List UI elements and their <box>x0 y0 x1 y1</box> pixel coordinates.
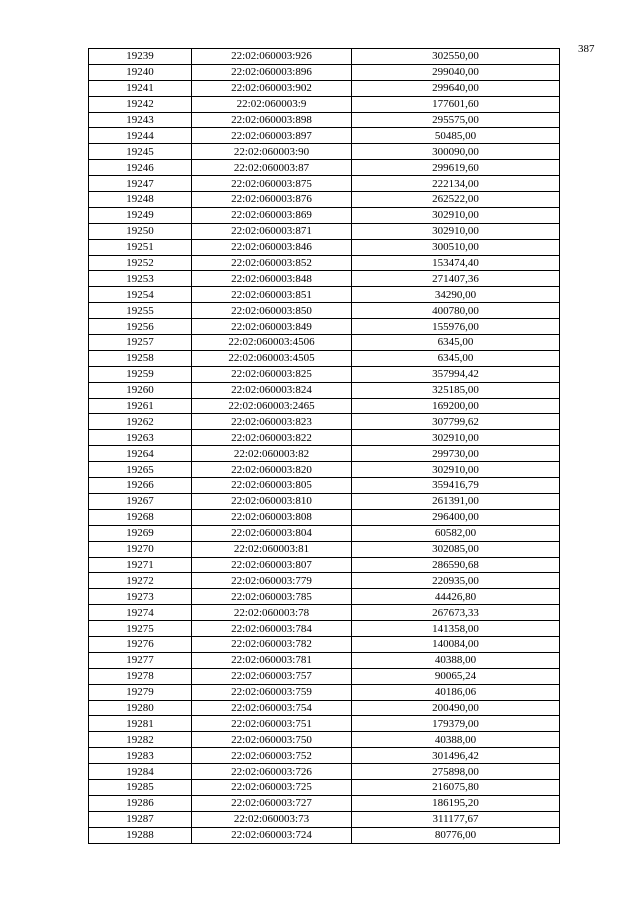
cadastral-value-cell: 300510,00 <box>352 239 560 255</box>
cadastral-number-cell: 22:02:060003:825 <box>192 366 352 382</box>
row-number-cell: 19273 <box>89 589 192 605</box>
cadastral-number-cell: 22:02:060003:759 <box>192 684 352 700</box>
row-number-cell: 19245 <box>89 144 192 160</box>
cadastral-number-cell: 22:02:060003:9 <box>192 96 352 112</box>
row-number-cell: 19277 <box>89 652 192 668</box>
cadastral-value-cell: 357994,42 <box>352 366 560 382</box>
cadastral-value-cell: 90065,24 <box>352 668 560 684</box>
cadastral-number-cell: 22:02:060003:898 <box>192 112 352 128</box>
cadastral-value-cell: 169200,00 <box>352 398 560 414</box>
table-row <box>89 176 560 192</box>
cadastral-number-cell: 22:02:060003:73 <box>192 811 352 827</box>
cadastral-number-cell: 22:02:060003:902 <box>192 80 352 96</box>
cadastral-number-cell: 22:02:060003:782 <box>192 636 352 652</box>
cadastral-value-cell: 261391,00 <box>352 493 560 509</box>
table-row <box>89 462 560 478</box>
row-number-cell: 19268 <box>89 509 192 525</box>
row-number-cell: 19266 <box>89 478 192 494</box>
table-row <box>89 716 560 732</box>
cadastral-number-cell: 22:02:060003:4506 <box>192 335 352 351</box>
cadastral-value-cell: 40388,00 <box>352 732 560 748</box>
cadastral-value-cell: 295575,00 <box>352 112 560 128</box>
table-row <box>89 192 560 208</box>
table-row <box>89 748 560 764</box>
cadastral-value-cell: 299040,00 <box>352 64 560 80</box>
table-row <box>89 160 560 176</box>
cadastral-value-cell: 140084,00 <box>352 636 560 652</box>
cadastral-value-cell: 301496,42 <box>352 748 560 764</box>
cadastral-number-cell: 22:02:060003:876 <box>192 192 352 208</box>
cadastral-value-cell: 302910,00 <box>352 462 560 478</box>
row-number-cell: 19261 <box>89 398 192 414</box>
table-row <box>89 589 560 605</box>
table-row <box>89 811 560 827</box>
row-number-cell: 19272 <box>89 573 192 589</box>
cadastral-number-cell: 22:02:060003:852 <box>192 255 352 271</box>
cadastral-value-cell: 40388,00 <box>352 652 560 668</box>
cadastral-value-cell: 186195,20 <box>352 795 560 811</box>
table-row <box>89 398 560 414</box>
table-row <box>89 414 560 430</box>
table-row <box>89 49 560 65</box>
table-row <box>89 303 560 319</box>
row-number-cell: 19283 <box>89 748 192 764</box>
cadastral-number-cell: 22:02:060003:805 <box>192 478 352 494</box>
cadastral-number-cell: 22:02:060003:822 <box>192 430 352 446</box>
page-number: 387 <box>578 43 595 55</box>
cadastral-number-cell: 22:02:060003:750 <box>192 732 352 748</box>
cadastral-number-cell: 22:02:060003:849 <box>192 319 352 335</box>
cadastral-number-cell: 22:02:060003:823 <box>192 414 352 430</box>
row-number-cell: 19256 <box>89 319 192 335</box>
table-row <box>89 207 560 223</box>
cadastral-number-cell: 22:02:060003:850 <box>192 303 352 319</box>
cadastral-number-cell: 22:02:060003:875 <box>192 176 352 192</box>
table-row <box>89 652 560 668</box>
cadastral-number-cell: 22:02:060003:726 <box>192 764 352 780</box>
table-row <box>89 764 560 780</box>
table-row <box>89 509 560 525</box>
table-row <box>89 478 560 494</box>
table-row <box>89 621 560 637</box>
row-number-cell: 19288 <box>89 827 192 843</box>
cadastral-value-cell: 262522,00 <box>352 192 560 208</box>
table-row <box>89 525 560 541</box>
cadastral-value-cell: 155976,00 <box>352 319 560 335</box>
cadastral-value-cell: 6345,00 <box>352 350 560 366</box>
table-row <box>89 271 560 287</box>
row-number-cell: 19258 <box>89 350 192 366</box>
row-number-cell: 19252 <box>89 255 192 271</box>
cadastral-number-cell: 22:02:060003:871 <box>192 223 352 239</box>
row-number-cell: 19287 <box>89 811 192 827</box>
cadastral-value-cell: 302910,00 <box>352 223 560 239</box>
cadastral-number-cell: 22:02:060003:897 <box>192 128 352 144</box>
cadastral-number-cell: 22:02:060003:90 <box>192 144 352 160</box>
cadastral-value-cell: 216075,80 <box>352 779 560 795</box>
cadastral-value-cell: 60582,00 <box>352 525 560 541</box>
cadastral-value-cell: 141358,00 <box>352 621 560 637</box>
row-number-cell: 19253 <box>89 271 192 287</box>
row-number-cell: 19267 <box>89 493 192 509</box>
cadastral-number-cell: 22:02:060003:824 <box>192 382 352 398</box>
row-number-cell: 19251 <box>89 239 192 255</box>
row-number-cell: 19275 <box>89 621 192 637</box>
cadastral-number-cell: 22:02:060003:804 <box>192 525 352 541</box>
row-number-cell: 19240 <box>89 64 192 80</box>
table-row <box>89 366 560 382</box>
cadastral-value-cell: 6345,00 <box>352 335 560 351</box>
cadastral-value-cell: 311177,67 <box>352 811 560 827</box>
row-number-cell: 19265 <box>89 462 192 478</box>
table-row <box>89 493 560 509</box>
cadastral-value-cell: 34290,00 <box>352 287 560 303</box>
cadastral-number-cell: 22:02:060003:846 <box>192 239 352 255</box>
table-row <box>89 732 560 748</box>
cadastral-number-cell: 22:02:060003:848 <box>192 271 352 287</box>
cadastral-value-cell: 400780,00 <box>352 303 560 319</box>
row-number-cell: 19276 <box>89 636 192 652</box>
table-row <box>89 541 560 557</box>
row-number-cell: 19241 <box>89 80 192 96</box>
table-row <box>89 239 560 255</box>
row-number-cell: 19248 <box>89 192 192 208</box>
row-number-cell: 19262 <box>89 414 192 430</box>
cadastral-value-cell: 267673,33 <box>352 605 560 621</box>
table-row <box>89 64 560 80</box>
row-number-cell: 19284 <box>89 764 192 780</box>
row-number-cell: 19247 <box>89 176 192 192</box>
cadastral-number-cell: 22:02:060003:752 <box>192 748 352 764</box>
cadastral-number-cell: 22:02:060003:807 <box>192 557 352 573</box>
row-number-cell: 19282 <box>89 732 192 748</box>
cadastral-number-cell: 22:02:060003:820 <box>192 462 352 478</box>
row-number-cell: 19285 <box>89 779 192 795</box>
cadastral-number-cell: 22:02:060003:727 <box>192 795 352 811</box>
cadastral-number-cell: 22:02:060003:810 <box>192 493 352 509</box>
row-number-cell: 19242 <box>89 96 192 112</box>
cadastral-value-cell: 80776,00 <box>352 827 560 843</box>
cadastral-value-cell: 177601,60 <box>352 96 560 112</box>
row-number-cell: 19260 <box>89 382 192 398</box>
table-row <box>89 80 560 96</box>
cadastral-value-cell: 299619,60 <box>352 160 560 176</box>
cadastral-number-cell: 22:02:060003:724 <box>192 827 352 843</box>
cadastral-number-cell: 22:02:060003:751 <box>192 716 352 732</box>
row-number-cell: 19259 <box>89 366 192 382</box>
cadastral-value-cell: 40186,06 <box>352 684 560 700</box>
cadastral-value-cell: 299730,00 <box>352 446 560 462</box>
cadastral-number-cell: 22:02:060003:869 <box>192 207 352 223</box>
cadastral-value-cell: 302910,00 <box>352 430 560 446</box>
row-number-cell: 19246 <box>89 160 192 176</box>
cadastral-value-table <box>88 48 560 844</box>
cadastral-value-cell: 302085,00 <box>352 541 560 557</box>
table-row <box>89 795 560 811</box>
table-row <box>89 96 560 112</box>
table-row <box>89 573 560 589</box>
row-number-cell: 19263 <box>89 430 192 446</box>
row-number-cell: 19271 <box>89 557 192 573</box>
row-number-cell: 19249 <box>89 207 192 223</box>
cadastral-value-cell: 325185,00 <box>352 382 560 398</box>
cadastral-value-cell: 179379,00 <box>352 716 560 732</box>
cadastral-value-cell: 220935,00 <box>352 573 560 589</box>
table-row <box>89 557 560 573</box>
cadastral-value-cell: 44426,80 <box>352 589 560 605</box>
row-number-cell: 19281 <box>89 716 192 732</box>
cadastral-value-cell: 300090,00 <box>352 144 560 160</box>
cadastral-number-cell: 22:02:060003:81 <box>192 541 352 557</box>
row-number-cell: 19269 <box>89 525 192 541</box>
cadastral-number-cell: 22:02:060003:754 <box>192 700 352 716</box>
table-row <box>89 128 560 144</box>
cadastral-number-cell: 22:02:060003:926 <box>192 49 352 65</box>
table-row <box>89 668 560 684</box>
row-number-cell: 19286 <box>89 795 192 811</box>
cadastral-value-cell: 302910,00 <box>352 207 560 223</box>
table-row <box>89 700 560 716</box>
cadastral-number-cell: 22:02:060003:785 <box>192 589 352 605</box>
table-row <box>89 350 560 366</box>
cadastral-value-cell: 271407,36 <box>352 271 560 287</box>
cadastral-value-cell: 200490,00 <box>352 700 560 716</box>
cadastral-number-cell: 22:02:060003:4505 <box>192 350 352 366</box>
table-row <box>89 684 560 700</box>
cadastral-number-cell: 22:02:060003:808 <box>192 509 352 525</box>
cadastral-number-cell: 22:02:060003:757 <box>192 668 352 684</box>
cadastral-value-cell: 222134,00 <box>352 176 560 192</box>
cadastral-number-cell: 22:02:060003:779 <box>192 573 352 589</box>
row-number-cell: 19243 <box>89 112 192 128</box>
table-row <box>89 112 560 128</box>
cadastral-value-cell: 359416,79 <box>352 478 560 494</box>
table-row <box>89 255 560 271</box>
cadastral-number-cell: 22:02:060003:87 <box>192 160 352 176</box>
table-row <box>89 287 560 303</box>
row-number-cell: 19254 <box>89 287 192 303</box>
table-body <box>89 49 560 844</box>
cadastral-value-cell: 275898,00 <box>352 764 560 780</box>
cadastral-value-cell: 50485,00 <box>352 128 560 144</box>
cadastral-number-cell: 22:02:060003:781 <box>192 652 352 668</box>
table-row <box>89 319 560 335</box>
row-number-cell: 19274 <box>89 605 192 621</box>
table-row <box>89 636 560 652</box>
cadastral-value-cell: 153474,40 <box>352 255 560 271</box>
cadastral-value-cell: 307799,62 <box>352 414 560 430</box>
cadastral-value-cell: 302550,00 <box>352 49 560 65</box>
row-number-cell: 19279 <box>89 684 192 700</box>
cadastral-value-cell: 299640,00 <box>352 80 560 96</box>
cadastral-value-cell: 296400,00 <box>352 509 560 525</box>
table-row <box>89 223 560 239</box>
cadastral-number-cell: 22:02:060003:784 <box>192 621 352 637</box>
cadastral-number-cell: 22:02:060003:2465 <box>192 398 352 414</box>
table-row <box>89 430 560 446</box>
row-number-cell: 19250 <box>89 223 192 239</box>
cadastral-number-cell: 22:02:060003:851 <box>192 287 352 303</box>
row-number-cell: 19257 <box>89 335 192 351</box>
row-number-cell: 19244 <box>89 128 192 144</box>
table-row <box>89 605 560 621</box>
table-row <box>89 144 560 160</box>
row-number-cell: 19255 <box>89 303 192 319</box>
cadastral-number-cell: 22:02:060003:725 <box>192 779 352 795</box>
cadastral-number-cell: 22:02:060003:896 <box>192 64 352 80</box>
table-row <box>89 827 560 843</box>
row-number-cell: 19270 <box>89 541 192 557</box>
table-row <box>89 446 560 462</box>
cadastral-value-cell: 286590,68 <box>352 557 560 573</box>
row-number-cell: 19264 <box>89 446 192 462</box>
table-row <box>89 335 560 351</box>
cadastral-number-cell: 22:02:060003:78 <box>192 605 352 621</box>
row-number-cell: 19239 <box>89 49 192 65</box>
table-row <box>89 382 560 398</box>
row-number-cell: 19278 <box>89 668 192 684</box>
row-number-cell: 19280 <box>89 700 192 716</box>
cadastral-number-cell: 22:02:060003:82 <box>192 446 352 462</box>
table-row <box>89 779 560 795</box>
